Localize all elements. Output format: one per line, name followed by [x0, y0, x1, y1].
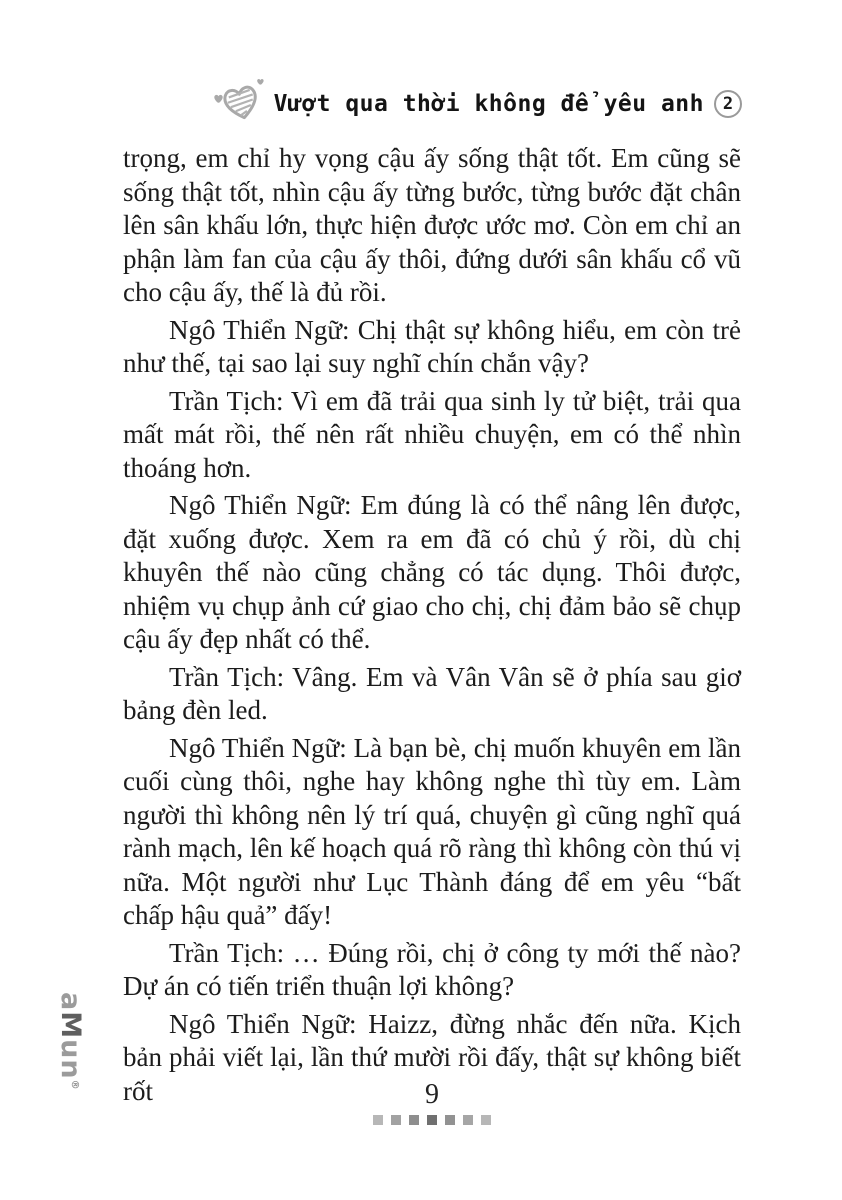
logo-letter: M — [55, 1011, 86, 1040]
logo-letter: a — [55, 992, 86, 1012]
paragraph: Trần Tịch: Vì em đã trải qua sinh ly tử biệt, trải qua mất mát rồi, thế nên rất nhiều chuyện, em có thể nhìn thoáng hơn. — [123, 385, 741, 483]
ornament-square — [481, 1115, 491, 1125]
publisher-logo-text — [55, 992, 86, 1091]
paragraph: Trần Tịch: … Đúng rồi, chị ở công ty mới thế nào? Dự án có tiến triển thuận lợi không? — [123, 937, 741, 1001]
ornament-square — [409, 1115, 419, 1125]
ornament-square — [463, 1115, 473, 1125]
logo-letter: u — [55, 1039, 86, 1060]
page-number: 9 — [425, 1079, 439, 1110]
ornament-square — [391, 1115, 401, 1125]
paragraph: Ngô Thiển Ngữ: Chị thật sự không hiểu, em còn trẻ như thế, tại sao lại suy nghĩ chín chắn vậy? — [123, 314, 741, 378]
paragraph: Ngô Thiển Ngữ: Em đúng là có thể nâng lên được, đặt xuống được. Xem ra em đã có chủ ý rồi, dù chị khuyên thế nào cũng chẳng có tác dụng. Thôi được, nhiệm vụ chụp ảnh cứ giao cho chị, chị đảm bảo sẽ chụp cậu ấy đẹp nhất có thể. — [123, 490, 741, 654]
logo-letter: n — [55, 1059, 86, 1080]
scribble-heart-icon — [209, 78, 267, 131]
volume-number-badge: 2 — [714, 90, 742, 118]
paragraph: Ngô Thiển Ngữ: Là bạn bè, chị muốn khuyên em lần cuối cùng thôi, nghe hay không nghe thì tùy em. Làm người thì không nên lý trí quá, chuyện gì cũng nghĩ quá rành mạch, lên kế hoạch quá rõ ràng thì không còn thú vị nữa. Một người như Lục Thành đáng để em yêu “bất chấp hậu quả” đấy! — [123, 732, 741, 930]
running-head — [0, 80, 742, 128]
ornament-square — [445, 1115, 455, 1125]
page-dots-ornament — [123, 1115, 741, 1125]
registered-mark: ® — [69, 1079, 80, 1091]
ornament-square — [373, 1115, 383, 1125]
ornament-square — [427, 1115, 437, 1125]
chapter-running-title: Vượt qua thời không để yêu anh — [273, 91, 704, 117]
publisher-logo — [46, 992, 88, 1091]
page-body — [123, 142, 741, 1112]
paragraph: Ngô Thiển Ngữ: Haizz, đừng nhắc đến nữa. Kịch bản phải viết lại, lần thứ mười rồi đấy, thật sự không biết rốt — [123, 1008, 741, 1106]
paragraph: trọng, em chỉ hy vọng cậu ấy sống thật tốt. Em cũng sẽ sống thật tốt, nhìn cậu ấy từng bước, từng bước đặt chân lên sân khấu lớn, thực hiện được ước mơ. Còn em chỉ an phận làm fan của cậu ấy thôi, đứng dưới sân khấu cổ vũ cho cậu ấy, thế là đủ rồi. — [123, 143, 741, 307]
page-footer — [123, 1080, 741, 1125]
paragraph: Trần Tịch: Vâng. Em và Vân Vân sẽ ở phía sau giơ bảng đèn led. — [123, 661, 741, 725]
